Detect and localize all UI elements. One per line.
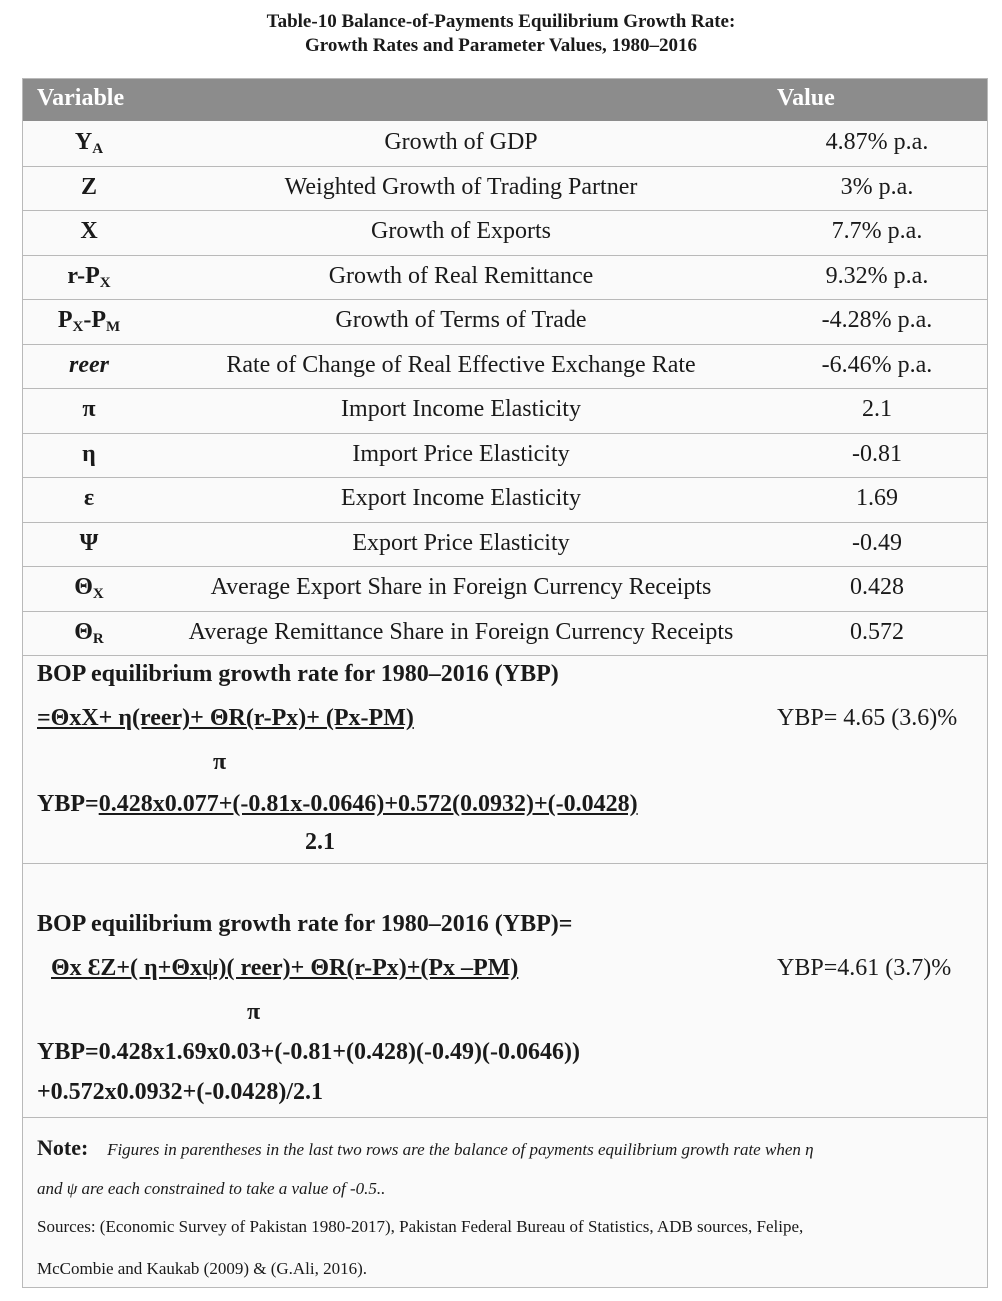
bop1-formula: =ΘxX+ η(reer)+ ΘR(r-Px)+ (Px-PM): [37, 705, 414, 731]
variable-description: Rate of Change of Real Effective Exchange Rate: [226, 351, 696, 378]
variable-value: 0.428: [850, 574, 904, 600]
title-line-1: Table-10 Balance-of-Payments Equilibrium Growth Rate:: [266, 11, 736, 32]
variable-symbol: Ψ: [79, 529, 99, 556]
variable-symbol: Z: [80, 173, 97, 200]
variable-description: Growth of Real Remittance: [328, 262, 594, 289]
variable-description: Import Price Elasticity: [352, 440, 570, 467]
variable-symbol: η: [82, 440, 96, 467]
variable-description: Growth of Exports: [371, 218, 551, 244]
variable-description: Average Export Share in Foreign Currency Receipts: [210, 574, 712, 600]
variable-value: 7.7% p.a.: [831, 218, 923, 244]
variable-description: Weighted Growth of Trading Partner: [284, 173, 638, 200]
variable-description: Import Income Elasticity: [341, 396, 581, 422]
table-header: [23, 79, 987, 121]
variable-description: Growth of GDP: [384, 129, 538, 155]
table-row: [23, 388, 987, 434]
header-variable: Variable: [37, 85, 125, 111]
bop1-result: YBP= 4.65 (3.6)%: [777, 705, 958, 731]
bop2-heading: BOP equilibrium growth rate for 1980–2016 (YBP)=: [37, 911, 573, 937]
table-row: [23, 344, 987, 390]
variable-value: 1.69: [856, 485, 898, 511]
variable-value: 9.32% p.a.: [825, 262, 929, 289]
table-title: [0, 10, 1002, 58]
note-label: Note:: [37, 1135, 89, 1160]
bop-block-1: [23, 655, 987, 864]
variable-description: Average Remittance Share in Foreign Currency Receipts: [188, 618, 734, 645]
variable-symbol: ε: [83, 485, 95, 511]
variable-description: Export Price Elasticity: [352, 529, 570, 556]
note-text-2: and ψ are each constrained to take a value of -0.5..: [37, 1179, 386, 1198]
table-row: [23, 121, 987, 167]
bop2-formula: Θx ƐZ+( η+Θxψ)( reer)+ ΘR(r-Px)+(Px –PM): [51, 955, 519, 981]
title-line-2: Growth Rates and Parameter Values, 1980–2016: [305, 35, 697, 56]
parameter-table: [22, 78, 988, 1288]
variable-symbol: $P_X-P_M$: [57, 307, 121, 335]
table-row: [23, 477, 987, 523]
note-text-1: Figures in parentheses in the last two rows are the balance of payments equilibrium growth rate when η: [107, 1140, 814, 1159]
table-row: [23, 522, 987, 568]
table-row: [23, 166, 987, 212]
bop1-calc: 0.428x0.077+(-0.81x-0.0646)+0.572(0.0932)+(-0.0428): [98, 791, 638, 817]
variable-value: 3% p.a.: [840, 173, 914, 200]
variable-symbol: $\Theta_R$: [74, 618, 104, 647]
variable-value: 2.1: [862, 396, 892, 422]
variable-symbol: reer: [69, 351, 109, 378]
bop1-calc-denominator: 2.1: [305, 829, 335, 855]
bop1-calc-prefix: YBP=: [37, 791, 99, 817]
bop1-heading: BOP equilibrium growth rate for 1980–2016 (YBP): [37, 661, 559, 687]
variable-value: 0.572: [850, 618, 904, 645]
bop2-calc-1: YBP=0.428x1.69x0.03+(-0.81+(0.428)(-0.49)(-0.0646)): [37, 1039, 580, 1065]
variable-symbol: $r-P_X$: [67, 262, 111, 291]
bop-block-2: [23, 863, 987, 1118]
variable-description: Export Income Elasticity: [341, 485, 581, 511]
variable-value: -0.81: [852, 440, 902, 467]
variable-symbol: X: [80, 218, 98, 244]
variable-symbol: $Y_A$: [74, 129, 104, 157]
variable-value: -4.28% p.a.: [821, 307, 933, 333]
sources-line-1: Sources: (Economic Survey of Pakistan 1980-2017), Pakistan Federal Bureau of Statistics, ADB sources, Felipe,: [37, 1217, 804, 1236]
table-row: [23, 611, 987, 657]
bop2-result: YBP=4.61 (3.7)%: [777, 955, 952, 981]
variable-value: -6.46% p.a.: [821, 351, 933, 378]
table-row: [23, 433, 987, 479]
header-value: Value: [777, 85, 835, 111]
table-row: [23, 210, 987, 256]
variable-symbol: $\Theta_X$: [74, 574, 104, 602]
bop2-denominator: π: [247, 999, 261, 1025]
variable-description: Growth of Terms of Trade: [335, 307, 587, 333]
sources-line-2: McCombie and Kaukab (2009) & (G.Ali, 2016).: [37, 1259, 368, 1278]
variable-value: 4.87% p.a.: [825, 129, 929, 155]
variable-symbol: π: [82, 396, 96, 422]
table-row: [23, 566, 987, 612]
bop2-calc-2: +0.572x0.0932+(-0.0428)/2.1: [37, 1079, 323, 1105]
table-note: [23, 1125, 987, 1289]
bop1-denominator: π: [213, 749, 227, 775]
table-row: [23, 299, 987, 345]
variable-value: -0.49: [852, 529, 902, 556]
table-row: [23, 255, 987, 301]
